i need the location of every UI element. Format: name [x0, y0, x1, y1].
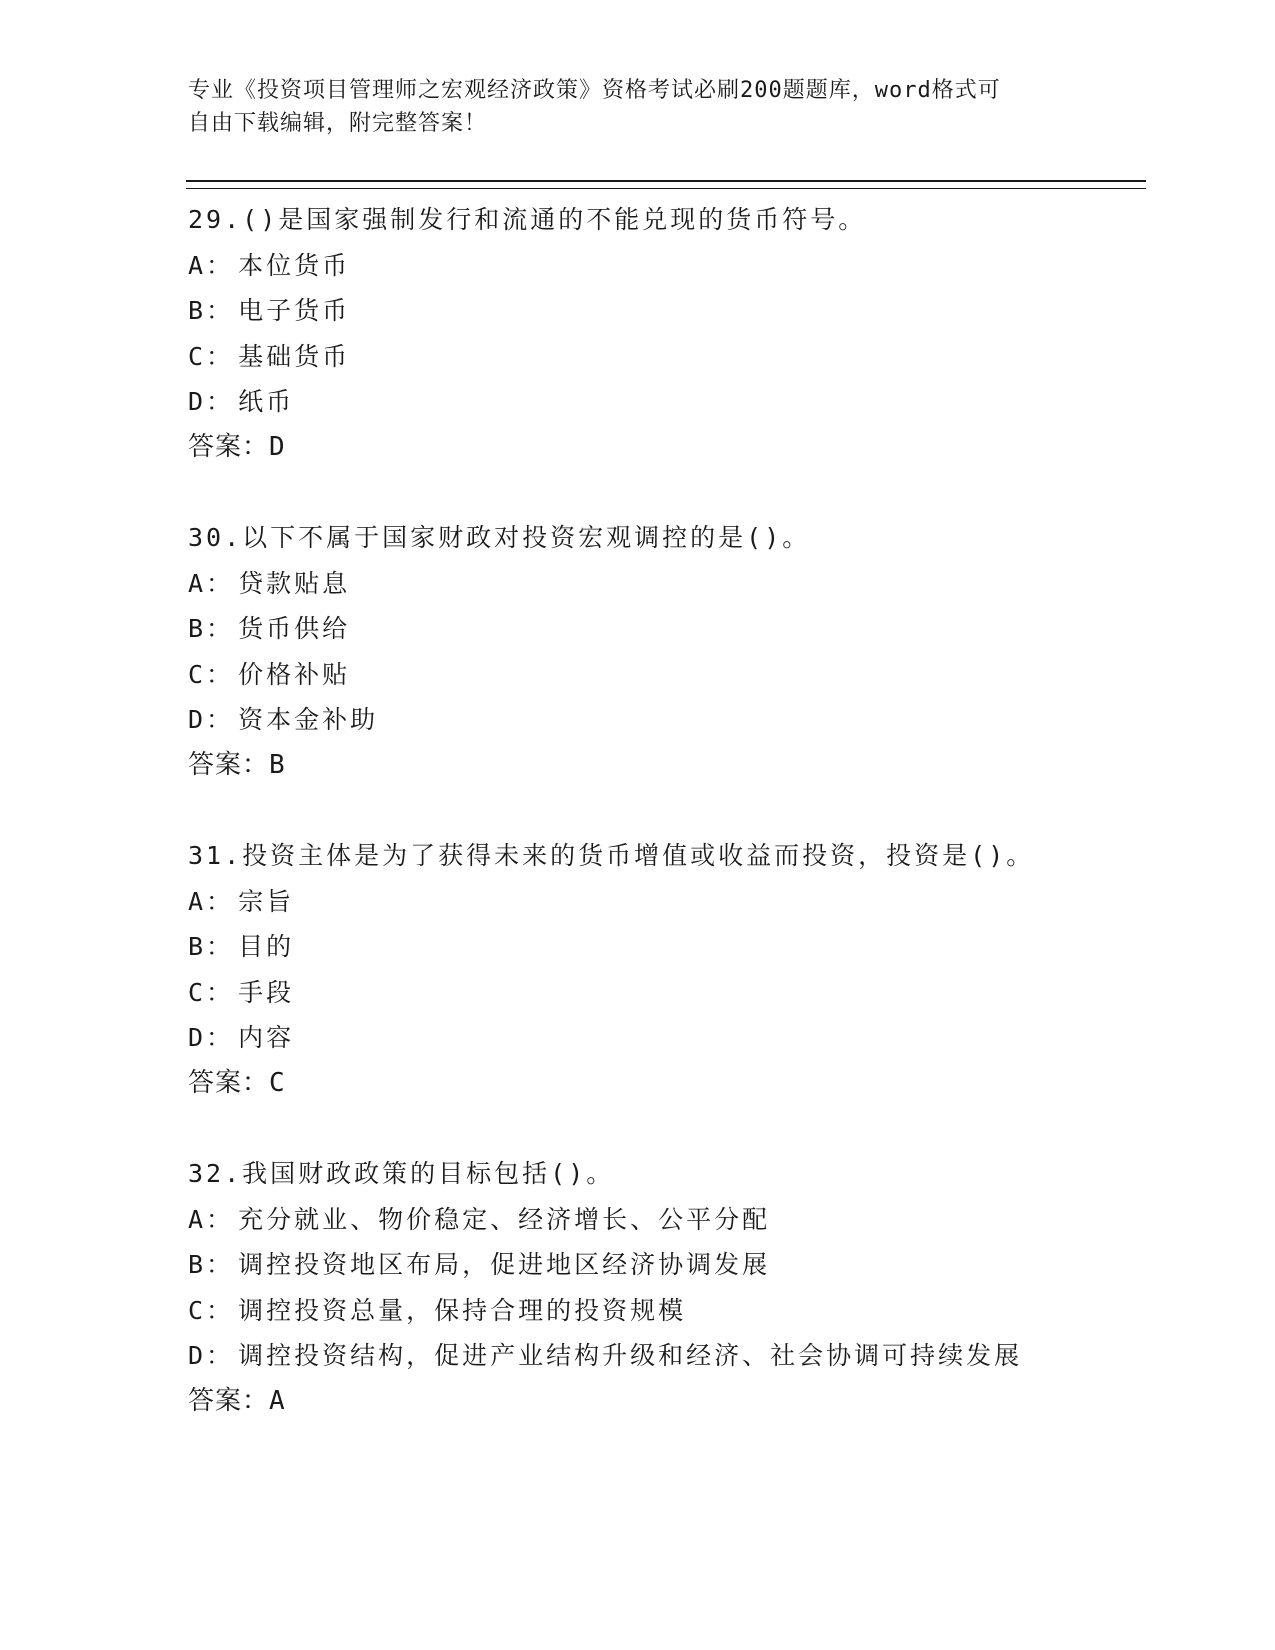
- option-key: D：: [188, 1023, 235, 1052]
- option-key: C：: [188, 659, 235, 689]
- option-text: 价格补贴: [238, 659, 351, 689]
- option-key: D：: [188, 1341, 235, 1370]
- option-key: B：: [188, 932, 235, 961]
- option-text: 调控投资地区布局，促进地区经济协调发展: [238, 1250, 771, 1279]
- option-d: [188, 697, 1148, 743]
- option-d: [188, 379, 1148, 425]
- option-a: [188, 243, 1148, 289]
- answer-label: 答案：: [188, 1385, 270, 1416]
- answer-value: C: [269, 1067, 286, 1098]
- option-text: 纸币: [238, 387, 295, 416]
- option-text: 电子货币: [238, 296, 351, 325]
- option-key: A：: [188, 1204, 235, 1234]
- question-stem: 32.我国财政政策的目标包括()。: [188, 1159, 615, 1188]
- option-b: [188, 1242, 1148, 1288]
- option-a: [188, 1197, 1148, 1243]
- question-29: [188, 197, 1148, 470]
- question-30: [188, 515, 1148, 788]
- option-text: 货币供给: [238, 614, 351, 643]
- answer: [188, 1379, 1148, 1425]
- answer-label: 答案：: [188, 431, 270, 462]
- option-b: [188, 288, 1148, 334]
- option-text: 充分就业、物价稳定、经济增长、公平分配: [238, 1204, 771, 1234]
- option-key: A：: [188, 886, 235, 916]
- option-c: [188, 970, 1148, 1016]
- answer-value: D: [269, 431, 286, 462]
- option-c: [188, 652, 1148, 698]
- question-31: [188, 833, 1148, 1106]
- question-stem: 30.以下不属于国家财政对投资宏观调控的是()。: [188, 523, 811, 552]
- option-text: 调控投资总量，保持合理的投资规模: [238, 1295, 687, 1325]
- option-key: C：: [188, 1295, 235, 1325]
- header-divider: [186, 180, 1146, 189]
- answer: [188, 425, 1148, 471]
- option-text: 目的: [238, 932, 295, 961]
- document-header: [188, 74, 1068, 140]
- option-text: 宗旨: [238, 886, 295, 916]
- option-a: [188, 561, 1148, 607]
- question-stem: 31.投资主体是为了获得未来的货币增值或收益而投资，投资是()。: [188, 841, 1035, 870]
- option-key: B：: [188, 296, 235, 325]
- option-c: [188, 334, 1148, 380]
- answer-label: 答案：: [188, 749, 270, 780]
- option-key: A：: [188, 250, 235, 280]
- option-text: 手段: [238, 977, 295, 1007]
- answer-label: 答案：: [188, 1067, 270, 1098]
- option-text: 资本金补助: [238, 705, 379, 734]
- option-text: 本位货币: [238, 250, 351, 280]
- option-text: 内容: [238, 1023, 295, 1052]
- option-text: 贷款贴息: [238, 568, 351, 598]
- document-page: [188, 74, 1148, 1469]
- answer: [188, 1061, 1148, 1107]
- question-list: [188, 197, 1148, 1424]
- option-key: B：: [188, 1250, 235, 1279]
- question-32: [188, 1151, 1148, 1424]
- answer-value: A: [269, 1385, 286, 1416]
- option-key: D：: [188, 705, 235, 734]
- option-c: [188, 1288, 1148, 1334]
- option-b: [188, 606, 1148, 652]
- option-key: C：: [188, 977, 235, 1007]
- option-key: C：: [188, 341, 235, 371]
- option-text: 调控投资结构，促进产业结构升级和经济、社会协调可持续发展: [238, 1341, 1023, 1370]
- answer: [188, 743, 1148, 789]
- option-b: [188, 924, 1148, 970]
- option-a: [188, 879, 1148, 925]
- question-stem: 29.()是国家强制发行和流通的不能兑现的货币符号。: [188, 205, 867, 234]
- answer-value: B: [269, 749, 286, 780]
- option-d: [188, 1015, 1148, 1061]
- option-key: D：: [188, 387, 235, 416]
- option-d: [188, 1333, 1148, 1379]
- header-line-1: 专业《投资项目管理师之宏观经济政策》资格考试必刷200题题库，word格式可: [188, 78, 1001, 103]
- option-key: A：: [188, 568, 235, 598]
- header-line-2: 自由下载编辑，附完整答案！: [188, 111, 488, 136]
- option-text: 基础货币: [238, 341, 351, 371]
- option-key: B：: [188, 614, 235, 643]
